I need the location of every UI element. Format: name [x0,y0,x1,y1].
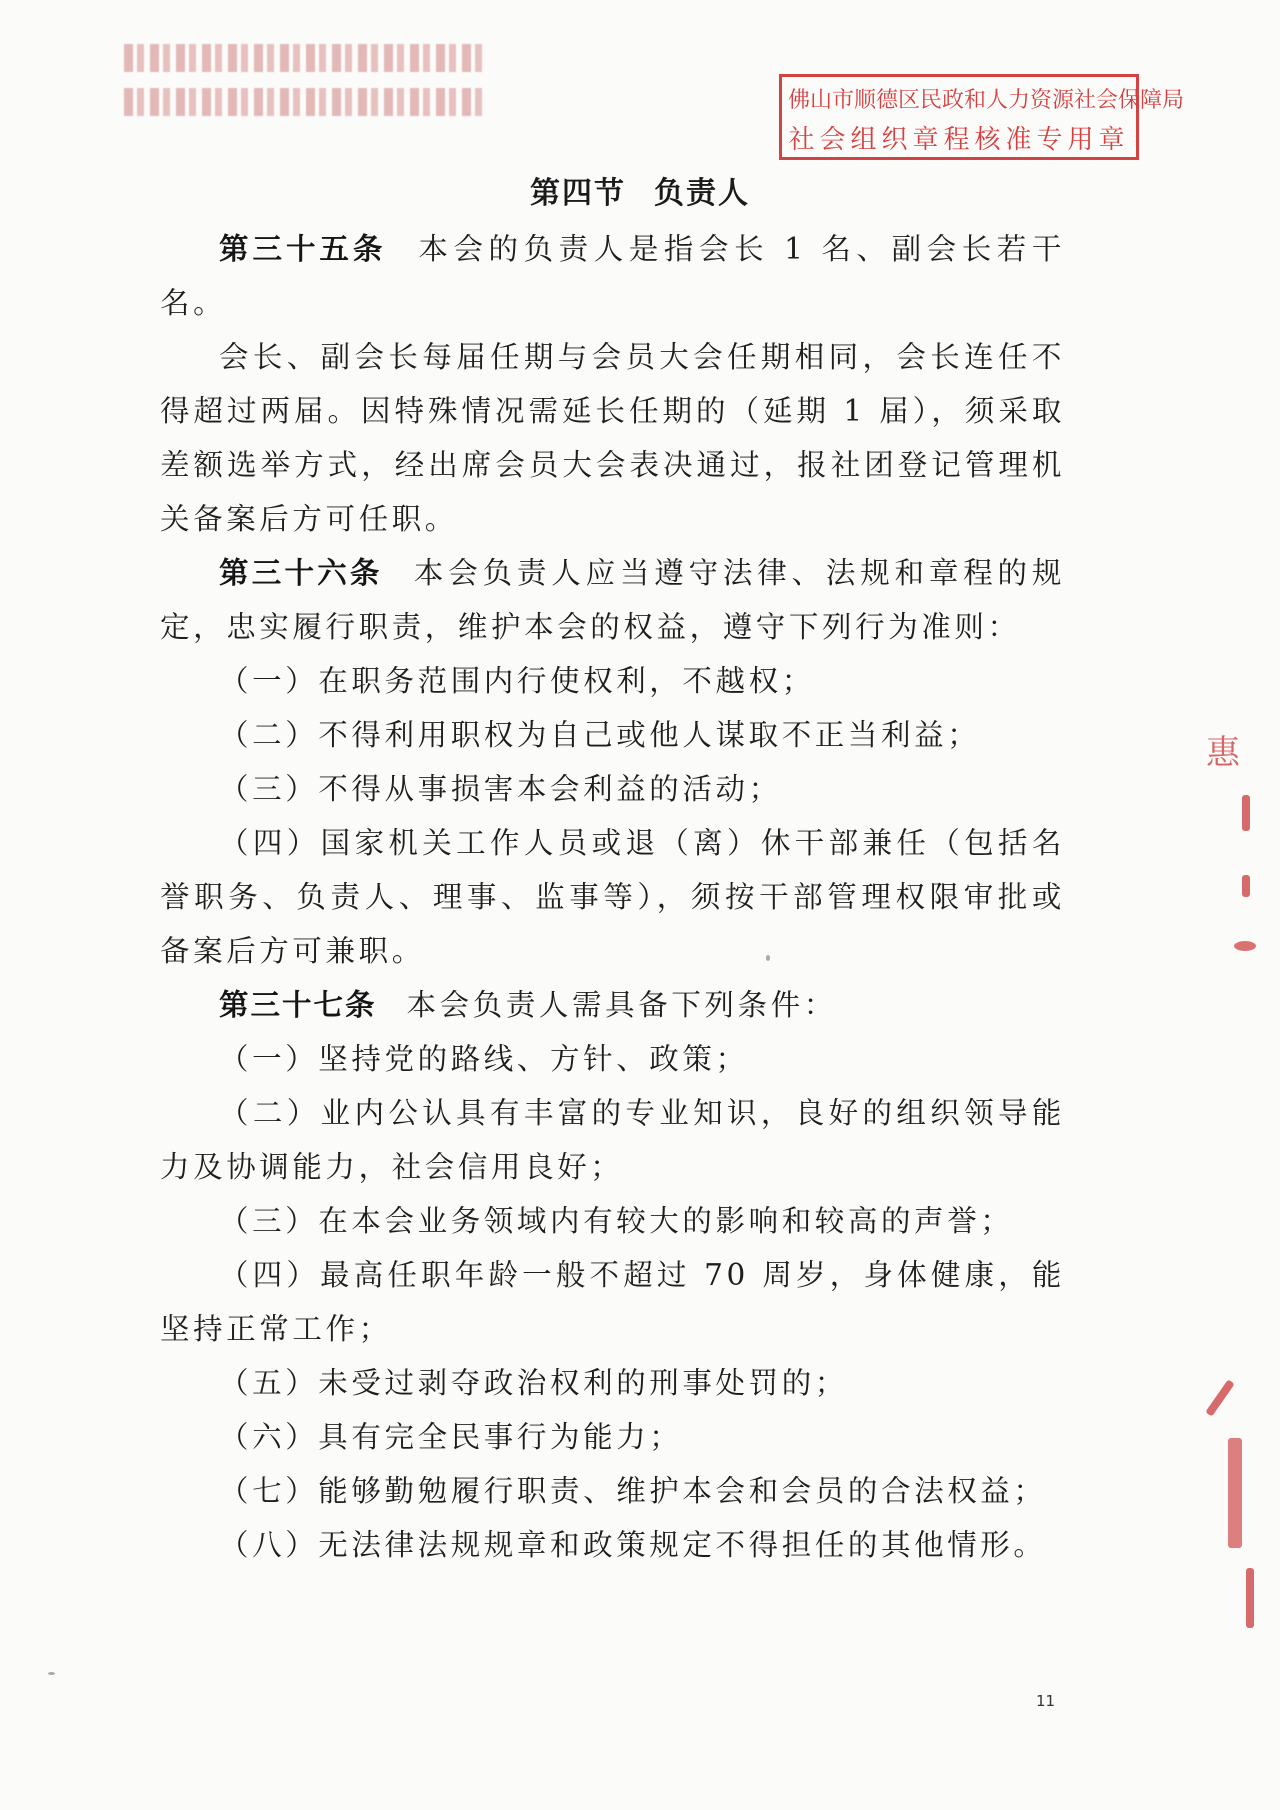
list-item: （一）坚持党的路线、方针、政策； [219,1042,749,1076]
article-label: 第三十五条 [219,232,387,266]
edge-seal-mark-lower [1206,1378,1262,1634]
approval-stamp-line1: 佛山市顺德区民政和人力资源社会保障局 [788,88,1185,113]
article-text: 本会的负责人是指会长 1 名、副会长若干名。 [160,232,1065,320]
list-item: （一）在职务范围内行使权利，不越权； [219,664,815,698]
article-text: 本会负责人需具备下列条件： [406,988,837,1022]
article-35-paragraph [160,222,1065,330]
article-37-paragraph [160,978,1065,1032]
approval-stamp-line2: 社会组织章程核准专用章 [788,125,1130,155]
section-title: 负责人 [654,176,750,211]
article-label: 第三十七条 [219,988,377,1022]
scan-speck [766,955,770,961]
document-body [160,222,1065,1572]
faded-stamp [118,30,490,130]
page-number: 11 [1036,1692,1056,1710]
section-label: 第四节 [530,176,626,211]
edge-seal-glyph: 惠 [1206,733,1240,773]
edge-seal-mark-upper [1206,705,1262,973]
list-item: （七）能够勤勉履行职责、维护本会和会员的合法权益； [219,1474,1047,1508]
list-item: （四）最高任职年龄一般不超过 70 周岁，身体健康，能坚持正常工作； [160,1258,1065,1346]
list-item: （二）业内公认具有丰富的专业知识，良好的组织领导能力及协调能力，社会信用良好； [160,1096,1065,1184]
scan-speck [48,1672,55,1675]
article-36-paragraph [160,546,1065,654]
list-item: （三）不得从事损害本会利益的活动； [219,772,782,806]
section-heading [0,168,1280,212]
article-label: 第三十六条 [219,556,383,590]
list-item: （二）不得利用职权为自己或他人谋取不正当利益； [219,718,981,752]
article-35-paragraph-2: 会长、副会长每届任期与会员大会任期相同，会长连任不得超过两届。因特殊情况需延长任期的（延期 1 届），须采取差额选举方式，经出席会员大会表决通过，报社团登记管理机关备案后方可任职。 [160,340,1065,536]
list-item: （四）国家机关工作人员或退（离）休干部兼任（包括名誉职务、负责人、理事、监事等），须按干部管理权限审批或备案后方可兼职。 [160,826,1065,968]
approval-stamp [779,74,1185,160]
article-text: 本会负责人应当遵守法律、法规和章程的规定，忠实履行职责，维护本会的权益，遵守下列行为准则： [160,556,1065,644]
list-item: （八）无法律法规规章和政策规定不得担任的其他情形。 [219,1528,1047,1562]
list-item: （三）在本会业务领域内有较大的影响和较高的声誉； [219,1204,1014,1238]
list-item: （五）未受过剥夺政治权利的刑事处罚的； [219,1366,848,1400]
list-item: （六）具有完全民事行为能力； [219,1420,683,1454]
